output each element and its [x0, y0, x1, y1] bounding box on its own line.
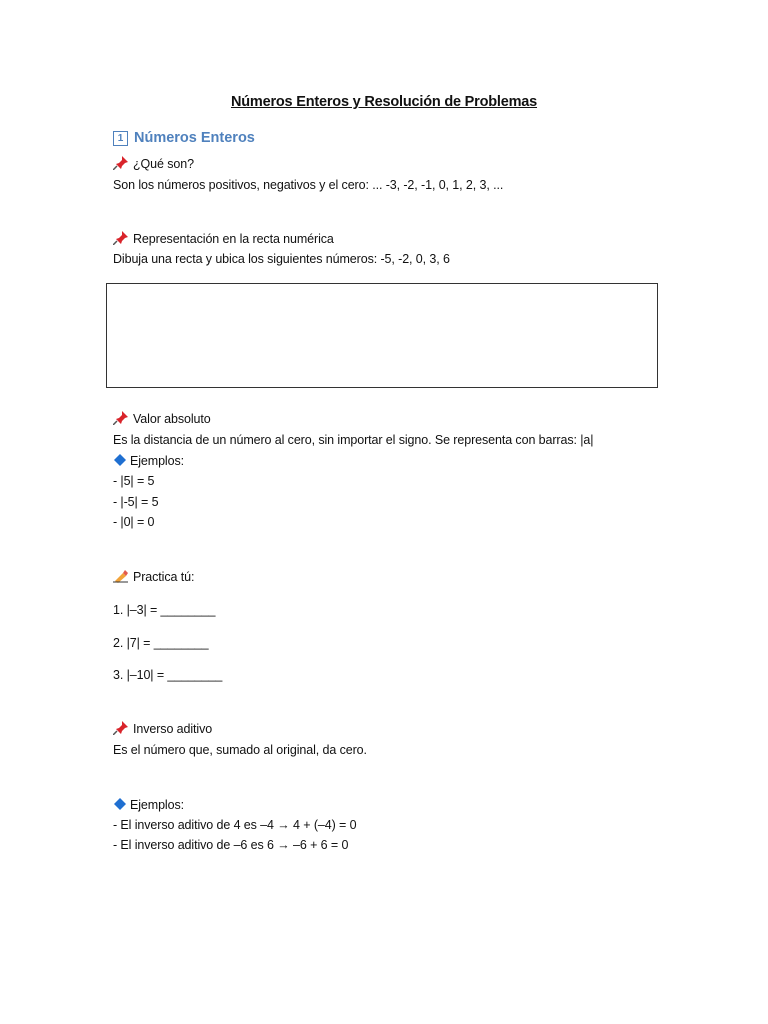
example-item: - |5| = 5 [113, 474, 155, 488]
practice-item: 1. |–3| = ________ [113, 603, 216, 617]
example-item: - |-5| = 5 [113, 495, 159, 509]
valor-absoluto-text: Es la distancia de un número al cero, sin importar el signo. Se representa con barras: |a| [113, 433, 594, 447]
example-item: - El inverso aditivo de –6 es 6 → –6 + 6 = 0 [113, 838, 349, 852]
pushpin-icon [113, 156, 129, 170]
que-son-text: Son los números positivos, negativos y el cero: ... -3, -2, -1, 0, 1, 2, 3, ... [113, 178, 504, 192]
practice-item: 3. |–10| = ________ [113, 668, 223, 682]
example-item: - |0| = 0 [113, 515, 155, 529]
recta-heading-label: Representación en la recta numérica [133, 232, 334, 246]
valor-absoluto-heading-label: Valor absoluto [133, 412, 211, 426]
pushpin-icon [113, 721, 129, 735]
section-heading [113, 130, 255, 146]
valor-absoluto-examples-label [113, 453, 184, 469]
recta-heading [113, 231, 334, 247]
inverso-text: Es el número que, sumado al original, da cero. [113, 743, 367, 757]
practice-item: 2. |7| = ________ [113, 636, 209, 650]
inverso-heading-label: Inverso aditivo [133, 722, 213, 736]
recta-text: Dibuja una recta y ubica los siguientes números: -5, -2, 0, 3, 6 [113, 252, 450, 266]
pushpin-icon [113, 231, 129, 245]
example-item: - El inverso aditivo de 4 es –4 → 4 + (–4) = 0 [113, 818, 357, 832]
blue-diamond-icon [113, 453, 127, 467]
practica-heading [113, 569, 194, 585]
section-number-box: 1 [113, 131, 128, 146]
inverso-heading [113, 721, 212, 737]
inverso-examples-label [113, 797, 184, 813]
examples-label: Ejemplos: [130, 798, 184, 812]
practica-heading-label: Practica tú: [133, 570, 195, 584]
valor-absoluto-heading [113, 411, 211, 427]
blue-diamond-icon [113, 797, 127, 811]
pushpin-icon [113, 411, 129, 425]
que-son-heading-label: ¿Qué son? [133, 157, 194, 171]
document-title: Números Enteros y Resolución de Problemas [230, 94, 538, 110]
writing-hand-icon [113, 569, 129, 583]
section-heading-label: Números Enteros [134, 130, 255, 146]
examples-label: Ejemplos: [130, 454, 184, 468]
number-line-drawing-box[interactable] [106, 283, 658, 388]
que-son-heading [113, 156, 194, 172]
